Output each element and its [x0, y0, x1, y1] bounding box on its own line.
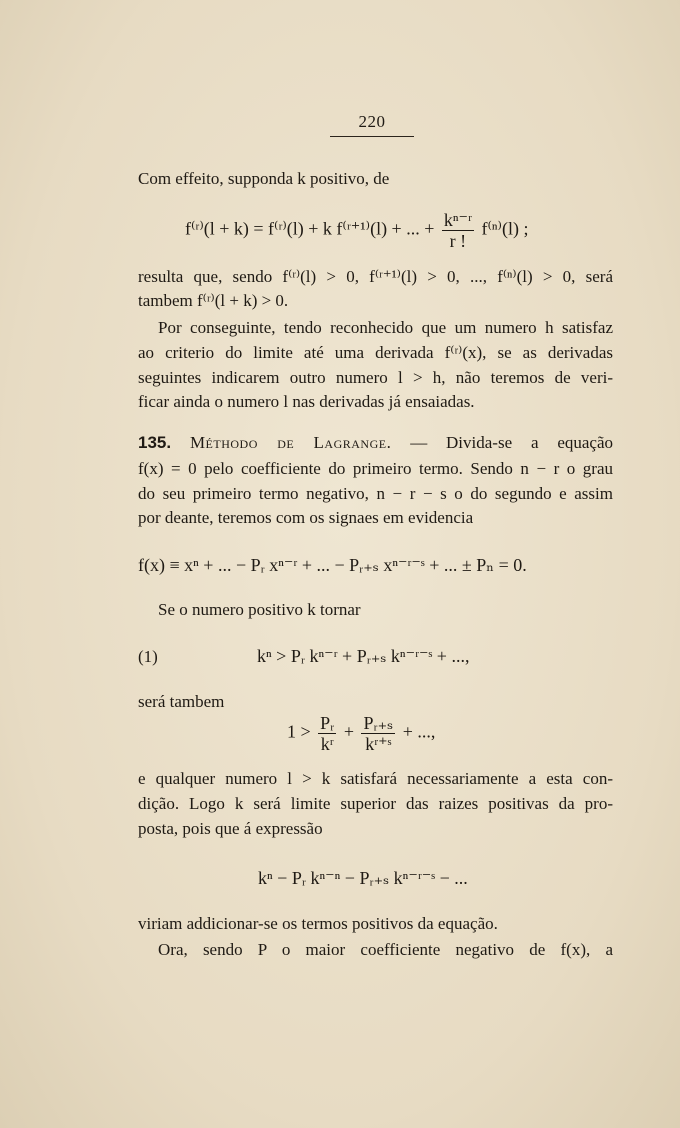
formula-polynomial: f(x) ≡ xⁿ + ... − Pᵣ xⁿ⁻ʳ + ... − Pᵣ₊ₛ xⁿ⁻ʳ⁻ˢ + ... ± Pₙ = 0. [138, 555, 527, 575]
fraction-numerator: kⁿ⁻ʳ [443, 210, 472, 230]
equation-label-1: (1) [138, 647, 158, 666]
fraction-2-denominator: kʳ⁺ˢ [365, 734, 392, 754]
text-line-3: tambem f⁽ʳ⁾(l + k) > 0. [138, 291, 289, 310]
formula-condition-1: kⁿ > Pᵣ kⁿ⁻ʳ + Pᵣ₊ₛ kⁿ⁻ʳ⁻ˢ + ..., [257, 646, 470, 666]
inequality-left: 1 > [287, 721, 311, 742]
inequality-fraction-2 [361, 713, 395, 754]
inequality-fraction-1 [318, 713, 336, 754]
text-line-9: f(x) = 0 pelo coefficiente do primeiro termo. Sendo n − r o grau [138, 459, 613, 478]
inequality-plus: + [343, 721, 354, 742]
inequality-right: + ..., [402, 721, 436, 742]
section-heading-line [138, 431, 613, 455]
section-number: 135. [138, 433, 172, 452]
text-line-18: viriam addicionar-se os termos positivos da equação. [138, 914, 498, 933]
header-rule [330, 136, 414, 137]
fraction-1-denominator: kʳ [320, 734, 334, 754]
section-heading-rest: — Divida-se a equação [410, 433, 614, 452]
fraction-denominator: r ! [449, 231, 467, 251]
formula-expression: kⁿ − Pᵣ kⁿ⁻ⁿ − Pᵣ₊ₛ kⁿ⁻ʳ⁻ˢ − ... [258, 868, 468, 888]
formula-inequality [287, 713, 435, 754]
text-line-7: ficar ainda o numero l nas derivadas já ensaiadas. [138, 392, 475, 411]
page-number: 220 [358, 112, 386, 131]
formula-taylor [185, 210, 528, 251]
text-line-4: Por conseguinte, tendo reconhecido que um numero h satisfaz [158, 318, 613, 337]
text-line-1: Com effeito, supponda k positivo, de [138, 169, 390, 188]
text-line-15: e qualquer numero l > k satisfará necessariamente a esta con- [138, 769, 613, 788]
text-line-14: será tambem [138, 692, 225, 711]
formula-taylor-left: f⁽ʳ⁾(l + k) = f⁽ʳ⁾(l) + k f⁽ʳ⁺¹⁾(l) + ... + [185, 218, 435, 239]
text-line-11: por deante, teremos com os signaes em evidencia [138, 508, 474, 527]
section-title: Méthodo de Lagrange. [189, 433, 392, 452]
text-line-19: Ora, sendo P o maior coefficiente negativo de f(x), a [158, 940, 613, 959]
text-line-16: dição. Logo k será limite superior das raizes positivas da pro- [138, 794, 613, 813]
text-line-12: Se o numero positivo k tornar [158, 600, 361, 619]
formula-taylor-fraction [442, 210, 474, 251]
formula-taylor-right: f⁽ⁿ⁾(l) ; [481, 218, 529, 239]
text-line-2: resulta que, sendo f⁽ʳ⁾(l) > 0, f⁽ʳ⁺¹⁾(l) > 0, ..., f⁽ⁿ⁾(l) > 0, será [138, 267, 613, 286]
text-line-5: ao criterio do limite até uma derivada f⁽ʳ⁾(x), se as derivadas [138, 343, 613, 362]
text-line-6: seguintes indicarem outro numero l > h, não teremos de veri- [138, 368, 613, 387]
text-line-10: do seu primeiro termo negativo, n − r − s o do segundo e assim [138, 484, 613, 503]
fraction-2-numerator: Pᵣ₊ₛ [363, 713, 394, 733]
fraction-1-numerator: Pᵣ [320, 713, 335, 733]
text-line-17: posta, pois que á expressão [138, 819, 323, 838]
